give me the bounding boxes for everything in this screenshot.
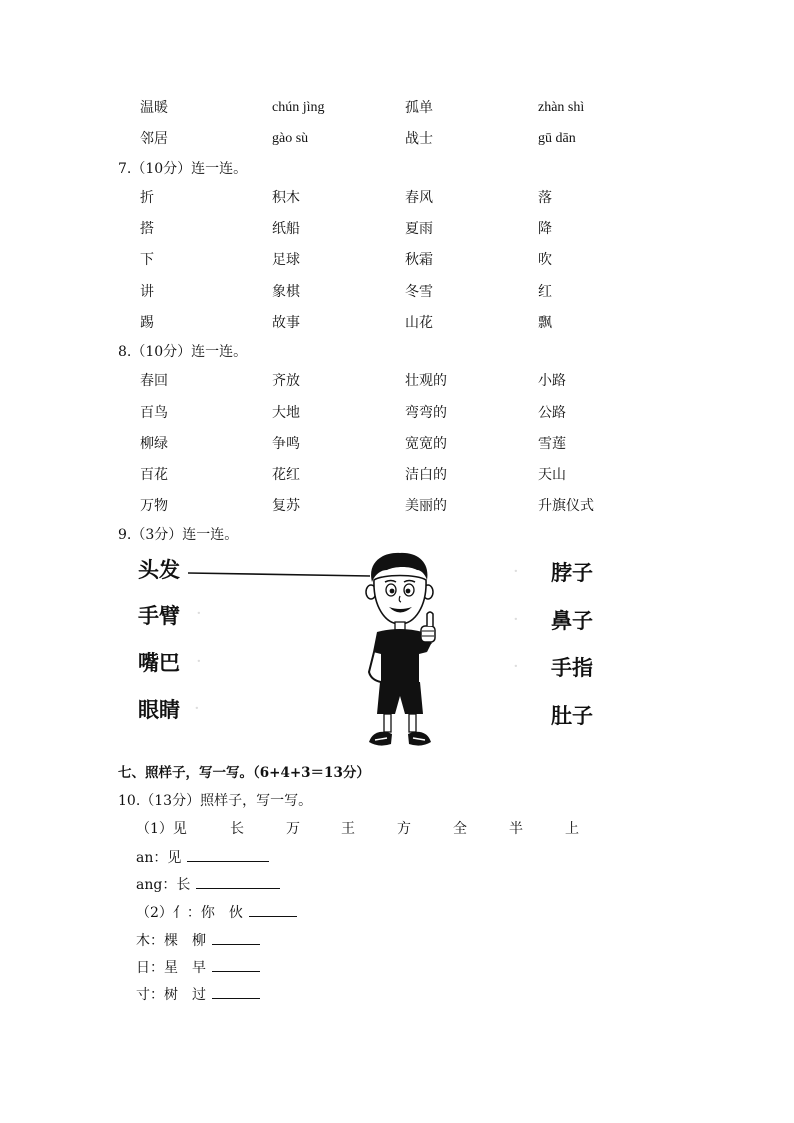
q8-cell[interactable]: 雪莲	[538, 436, 566, 452]
q8-cell[interactable]: 百花	[140, 467, 168, 483]
q8-cell[interactable]: 柳绿	[140, 436, 168, 452]
q8-cell[interactable]: 升旗仪式	[538, 498, 594, 514]
q8-cell[interactable]: 壮观的	[405, 373, 447, 389]
body-part-hair[interactable]: 头发	[138, 558, 180, 582]
body-part-neck[interactable]: 脖子	[551, 561, 593, 585]
q6-word: 邻居	[140, 131, 168, 147]
answer-blank[interactable]	[249, 902, 297, 917]
scan-mark: ·	[513, 656, 519, 677]
q9-label: 9.（3分）连一连。	[118, 527, 239, 543]
q8-cell[interactable]: 齐放	[272, 373, 300, 389]
answer-blank[interactable]	[196, 874, 280, 889]
q10-an-row	[136, 847, 269, 867]
q7-cell[interactable]: 吹	[538, 252, 552, 268]
q7-cell[interactable]: 讲	[140, 284, 154, 300]
q7-cell[interactable]: 降	[538, 221, 552, 237]
q10-char: 上	[565, 821, 579, 837]
q10-radical-char: 过	[192, 987, 206, 1003]
q8-cell[interactable]: 春回	[140, 373, 168, 389]
q7-cell[interactable]: 下	[140, 252, 154, 268]
q10-label: 10.（13分）照样子，写一写。	[118, 793, 313, 809]
q8-cell[interactable]: 复苏	[272, 498, 300, 514]
q7-cell[interactable]: 落	[538, 190, 552, 206]
q10-radical-char: 早	[192, 960, 206, 976]
q8-cell[interactable]: 大地	[272, 405, 300, 421]
q7-cell[interactable]: 象棋	[272, 284, 300, 300]
q6-word: 温暖	[140, 100, 168, 116]
q8-cell[interactable]: 公路	[538, 405, 566, 421]
q8-cell[interactable]: 美丽的	[405, 498, 447, 514]
q10-part2-row	[136, 902, 297, 922]
q7-cell[interactable]: 折	[140, 190, 154, 206]
q7-cell[interactable]: 山花	[405, 315, 433, 331]
body-part-nose[interactable]: 鼻子	[551, 609, 593, 633]
q8-cell[interactable]: 洁白的	[405, 467, 447, 483]
q8-label: 8.（10分）连一连。	[118, 344, 248, 360]
q10-radical-row	[136, 984, 260, 1004]
answer-blank[interactable]	[212, 984, 260, 999]
q7-cell[interactable]: 足球	[272, 252, 300, 268]
q7-cell[interactable]: 踢	[140, 315, 154, 331]
q10-char: 半	[509, 821, 523, 837]
scan-mark: ·	[513, 561, 519, 582]
q6-pinyin: zhàn shì	[538, 100, 585, 115]
q10-char: 长	[230, 821, 244, 837]
q8-cell[interactable]: 百鸟	[140, 405, 168, 421]
q7-cell[interactable]: 冬雪	[405, 284, 433, 300]
q10-part2-label: （2）亻：你	[136, 905, 215, 921]
q7-cell[interactable]: 故事	[272, 315, 300, 331]
body-part-finger[interactable]: 手指	[551, 656, 593, 680]
scan-mark: ·	[513, 609, 519, 630]
body-part-arm[interactable]: 手臂	[138, 604, 180, 628]
q7-cell[interactable]: 秋霜	[405, 252, 433, 268]
q6-word: 孤单	[405, 100, 433, 116]
scan-mark: ·	[196, 603, 202, 624]
q7-cell[interactable]: 飘	[538, 315, 552, 331]
q7-label: 7.（10分）连一连。	[118, 161, 248, 177]
scan-mark: ·	[194, 698, 200, 719]
q10-char: 全	[453, 821, 467, 837]
q7-cell[interactable]: 春风	[405, 190, 433, 206]
q8-cell[interactable]: 天山	[538, 467, 566, 483]
q7-cell[interactable]: 积木	[272, 190, 300, 206]
body-part-mouth[interactable]: 嘴巴	[138, 651, 180, 675]
scan-mark: ·	[196, 651, 202, 672]
q8-cell[interactable]: 花红	[272, 467, 300, 483]
q8-cell[interactable]: 宽宽的	[405, 436, 447, 452]
q10-radical-label: 木：棵	[136, 933, 178, 949]
answer-blank[interactable]	[187, 847, 269, 862]
q10-char: 方	[397, 821, 411, 837]
body-part-eyes[interactable]: 眼睛	[138, 698, 180, 722]
q10-an-label: an：见	[136, 850, 182, 866]
q10-char: 万	[286, 821, 300, 837]
answer-blank[interactable]	[212, 930, 260, 945]
q6-pinyin: chún jìng	[272, 100, 325, 115]
q6-pinyin: gū dān	[538, 131, 576, 146]
q10-ang-row	[136, 874, 280, 894]
section-7-heading: 七、照样子，写一写。（6+4+3＝13分）	[118, 765, 370, 781]
q8-cell[interactable]: 小路	[538, 373, 566, 389]
q10-radical-label: 日：星	[136, 960, 178, 976]
q7-cell[interactable]: 搭	[140, 221, 154, 237]
q7-cell[interactable]: 夏雨	[405, 221, 433, 237]
cartoon-boy-illustration	[355, 548, 450, 753]
connect-line	[188, 573, 370, 576]
q8-cell[interactable]: 弯弯的	[405, 405, 447, 421]
q10-radical-label: 寸：树	[136, 987, 178, 1003]
q8-cell[interactable]: 争鸣	[272, 436, 300, 452]
q10-part2-example: 伙	[228, 905, 243, 921]
q10-radical-row	[136, 930, 260, 950]
q10-char: 王	[341, 821, 355, 837]
q10-part1-label: （1）见	[136, 821, 187, 837]
body-part-belly[interactable]: 肚子	[551, 704, 593, 728]
q7-cell[interactable]: 纸船	[272, 221, 300, 237]
q6-word: 战士	[405, 131, 433, 147]
q6-pinyin: gào sù	[272, 131, 309, 146]
q8-cell[interactable]: 万物	[140, 498, 168, 514]
answer-blank[interactable]	[212, 957, 260, 972]
q10-radical-char: 柳	[192, 933, 206, 949]
q10-ang-label: ang：长	[136, 877, 191, 893]
q7-cell[interactable]: 红	[538, 284, 552, 300]
q10-radical-row	[136, 957, 260, 977]
